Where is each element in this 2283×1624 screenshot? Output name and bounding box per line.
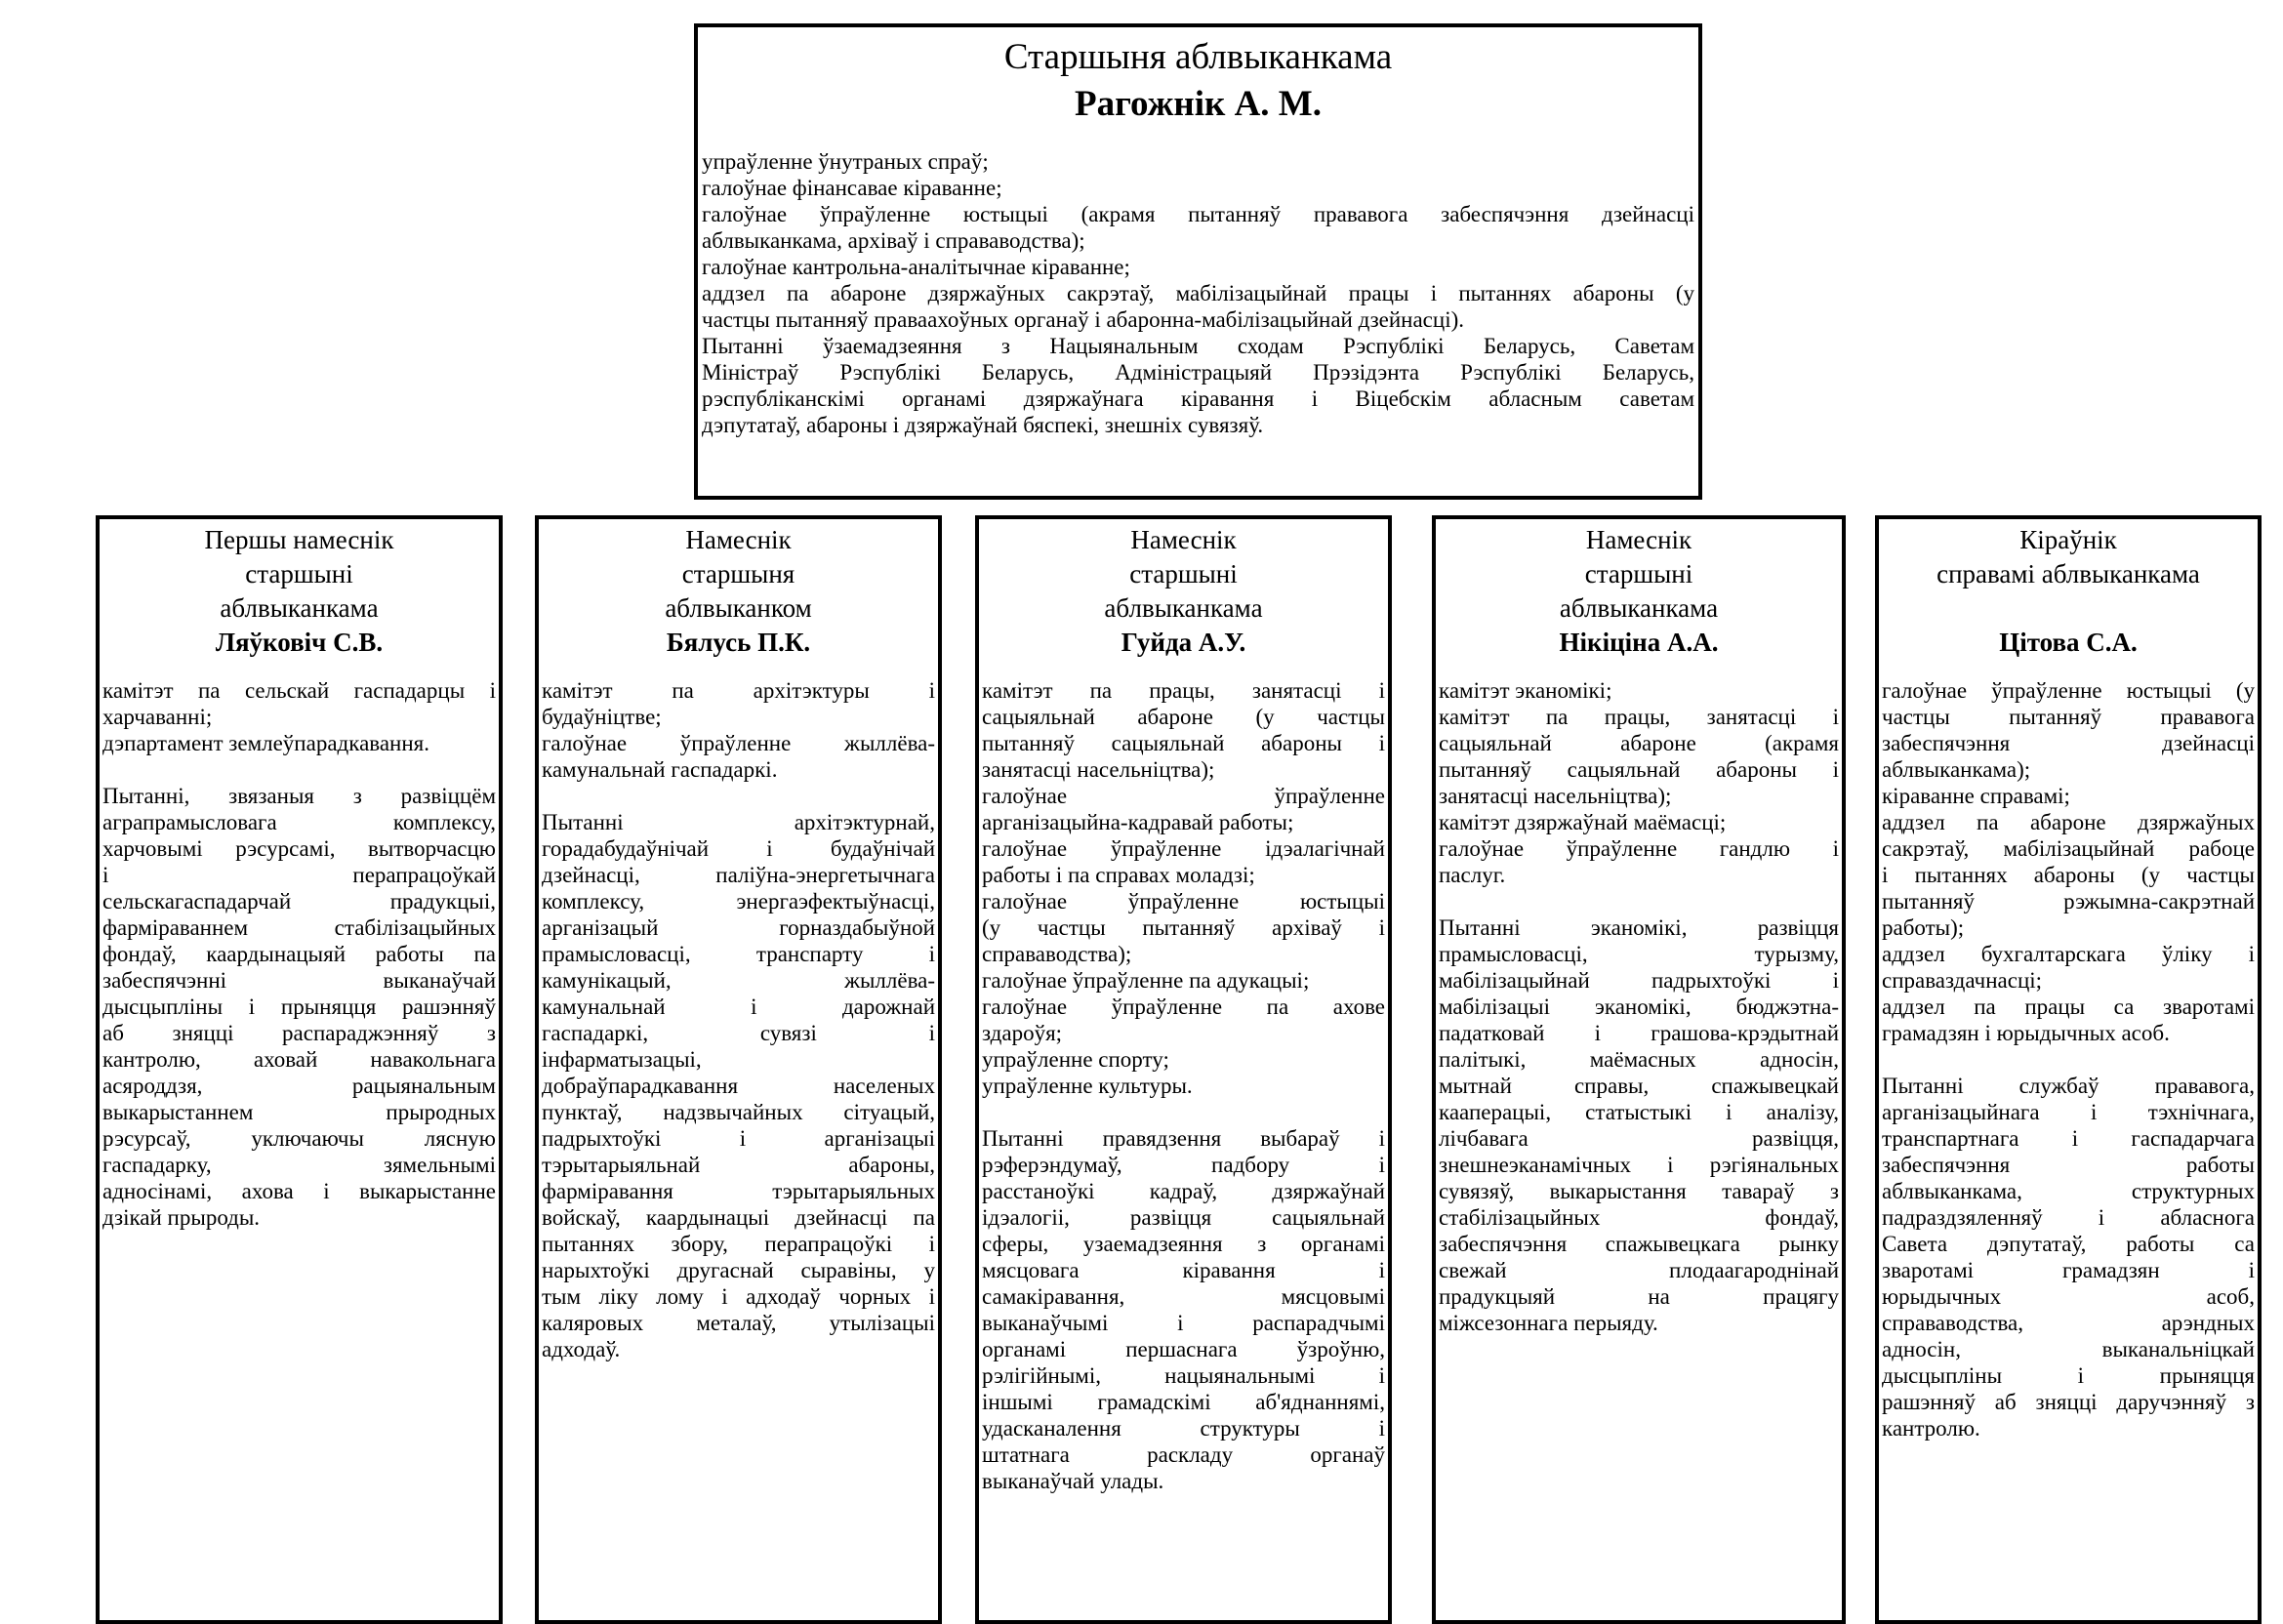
responsibility-line: Пытанні архітэктурнай,	[542, 810, 935, 834]
responsibility-line: прадукцыяй на працягу	[1439, 1284, 1839, 1309]
responsibility-line: асяроддзя, рацыянальным	[102, 1074, 496, 1098]
responsibility-line: галоўнае ўпраўленне	[982, 784, 1385, 808]
responsibility-line: фарміраваннем стабілізацыйных	[102, 915, 496, 940]
position-title-line: старшыні	[245, 559, 353, 589]
paragraph-gap	[982, 1099, 1385, 1125]
chairman-duty-line: галоўнае ўпраўленне юстыцыі (акрамя пытанняў прававога забеспячэння дзейнасці	[702, 202, 1694, 226]
responsibility-line: каляровых металаў, утылізацыі	[542, 1311, 935, 1335]
administrator-box	[1875, 515, 2262, 1624]
responsibility-line: аб зняцці распараджэнняў з	[102, 1021, 496, 1045]
position-title-line: аблвыканкама	[1559, 593, 1719, 623]
responsibility-line: галоўнае ўпраўленне па адукацыі;	[982, 968, 1310, 993]
chairman-duty-line: дэпутатаў, абароны і дзяржаўнай бяспекі, знешніх сувязяў.	[702, 413, 1264, 437]
responsibility-line: камітэт па працы, занятасці і	[982, 678, 1385, 703]
responsibility-line: добраўпарадкавання населеных	[542, 1074, 935, 1098]
responsibility-line: сельскагаспадарчай прадукцыі,	[102, 889, 496, 914]
responsibility-line: сферы, узаемадзеяння з органамі	[982, 1232, 1385, 1256]
chairman-duty-line: аддзел па абароне дзяржаўных сакрэтаў, мабілізацыйнай працы і пытаннях абароны (у	[702, 281, 1694, 305]
responsibility-line: аблвыканкама);	[1882, 757, 2031, 782]
official-name: Бялусь П.К.	[666, 628, 811, 657]
responsibility-line: дзікай прыроды.	[102, 1205, 261, 1230]
responsibility-line: упраўленне культуры.	[982, 1074, 1193, 1098]
responsibility-line: знешнеэканамічных і рэгіянальных	[1439, 1153, 1839, 1177]
responsibility-line: забеспячэння дзейнасці	[1882, 731, 2255, 755]
responsibility-line: дысцыпліны і прыняцця	[1882, 1363, 2255, 1388]
responsibility-line: арганізацыйна-кадравай работы;	[982, 810, 1294, 834]
responsibility-line: кантролю.	[1882, 1416, 1980, 1441]
position-title-line: Першы намеснік	[204, 525, 394, 554]
responsibility-line: транспартнага і гаспадарчага	[1882, 1126, 2255, 1151]
position-title-line: аблвыканкама	[1104, 593, 1263, 623]
responsibility-line: нарыхтоўкі другаснай сыравіны, у	[542, 1258, 935, 1282]
chairman-duty-line: аблвыканкама, архіваў і справаводства);	[702, 228, 1085, 253]
responsibility-line: аддзел па абароне дзяржаўных	[1882, 810, 2255, 834]
responsibility-line: работы і па справах моладзі;	[982, 863, 1255, 887]
responsibility-line: Пытанні, звязаныя з развіццём	[102, 784, 496, 808]
responsibility-line: прамысловасці, транспарту і	[542, 942, 935, 966]
deputy-box-3	[975, 515, 1392, 1624]
responsibility-line: будаўніцтве;	[542, 705, 662, 729]
chairman-title: Старшыня аблвыканкама	[1003, 37, 1393, 77]
responsibilities	[1882, 677, 2255, 1441]
responsibility-line: кааперацыі, статыстыкі і аналізу,	[1439, 1100, 1839, 1124]
responsibility-line: інфарматызацыі,	[542, 1047, 702, 1072]
responsibility-line: камунікацый, жыллёва-	[542, 968, 935, 993]
responsibility-line: і пытаннях абароны (у частцы	[1882, 863, 2255, 887]
responsibilities	[542, 677, 935, 1362]
position-heading	[542, 523, 935, 660]
responsibility-line: рэсурсаў, уключаючы лясную	[102, 1126, 496, 1151]
position-heading	[1439, 523, 1839, 660]
responsibility-line: палітыкі, маёмасных адносін,	[1439, 1047, 1839, 1072]
responsibility-line: гаспадаркі, сувязі і	[542, 1021, 935, 1045]
responsibility-line: адходаў.	[542, 1337, 621, 1361]
responsibilities	[982, 677, 1385, 1494]
position-heading	[1882, 523, 2255, 660]
deputy-box-1	[96, 515, 503, 1624]
responsibility-line: органамі першаснага ўзроўню,	[982, 1337, 1385, 1361]
responsibility-line: лічбавага развіцця,	[1439, 1126, 1839, 1151]
responsibility-line: мытнай справы, спажывецкай	[1439, 1074, 1839, 1098]
responsibility-line: арганізацыйнага і тэхнічнага,	[1882, 1100, 2255, 1124]
responsibility-line: Савета дэпутатаў, работы са	[1882, 1232, 2255, 1256]
responsibility-line: фондаў, каардынацыяй работы па	[102, 942, 496, 966]
official-name: Гуйда А.У.	[1121, 628, 1246, 657]
responsibility-line: самакіравання, мясцовымі	[982, 1284, 1385, 1309]
responsibility-line: расстаноўкі кадраў, дзяржаўнай	[982, 1179, 1385, 1203]
responsibility-line: гаспадарку, зямельнымі	[102, 1153, 496, 1177]
responsibility-line: справаздачнасці;	[1882, 968, 2043, 993]
responsibility-line: фарміравання тэрытарыяльных	[542, 1179, 935, 1203]
responsibility-line: камітэт эканомікі;	[1439, 678, 1612, 703]
responsibility-line: забеспячэння работы	[1882, 1153, 2255, 1177]
responsibility-line: сувязяў, выкарыстання тавараў з	[1439, 1179, 1839, 1203]
responsibility-line: Пытанні службаў прававога,	[1882, 1074, 2255, 1098]
official-name: Ляўковіч С.В.	[215, 628, 384, 657]
responsibility-line: комплексу, энергаэфектыўнасці,	[542, 889, 935, 914]
responsibility-line: Пытанні правядзення выбараў і	[982, 1126, 1385, 1151]
responsibility-line: адносін, выканальніцкай	[1882, 1337, 2255, 1361]
position-heading	[102, 523, 496, 660]
official-name: Нікіціна А.А.	[1559, 628, 1719, 657]
chairman-duty-line: частцы пытанняў праваахоўных органаў і абаронна-мабілізацыйнай дзейнасці).	[702, 307, 1465, 332]
responsibility-line: упраўленне спорту;	[982, 1047, 1169, 1072]
responsibility-line: зваротамі грамадзян і	[1882, 1258, 2255, 1282]
responsibility-line: адносінамі, ахова і выкарыстанне	[102, 1179, 496, 1203]
responsibility-line: юрыдычных асоб,	[1882, 1284, 2255, 1309]
chairman-duty-line: рэспубліканскімі органамі дзяржаўнага кіравання і Віцебскім абласным саветам	[702, 386, 1694, 411]
chairman-duties	[702, 148, 1694, 438]
responsibilities	[1439, 677, 1839, 1336]
responsibility-line: здароўя;	[982, 1021, 1063, 1045]
responsibility-line: і перапрацоўкай	[102, 863, 496, 887]
position-heading	[982, 523, 1385, 660]
responsibilities	[102, 677, 496, 1231]
responsibility-line: занятасці насельніцтва);	[982, 757, 1215, 782]
responsibility-line: галоўнае ўпраўленне ідэалагічнай	[982, 836, 1385, 861]
responsibility-line: харчовымі рэсурсамі, вытворчасцю	[102, 836, 496, 861]
chairman-duty-line: Пытанні ўзаемадзеяння з Нацыянальным сходам Рэспублікі Беларусь, Саветам	[702, 334, 1694, 358]
responsibility-line: удасканалення структуры і	[982, 1416, 1385, 1441]
official-name: Цітова С.А.	[1999, 628, 2138, 657]
responsibility-line: справаводства, арэндных	[1882, 1311, 2255, 1335]
responsibility-line: выканаўчай улады.	[982, 1469, 1164, 1493]
responsibility-line: галоўнае ўпраўленне юстыцыі (у	[1882, 678, 2255, 703]
responsibility-line: паслуг.	[1439, 863, 1506, 887]
position-title-line: старшыні	[1129, 559, 1238, 589]
responsibility-line: пытанняў рэжымна-сакрэтнай	[1882, 889, 2255, 914]
responsibility-line: рэферэндумаў, падбору і	[982, 1153, 1385, 1177]
responsibility-line: арганізацый горназдабыўной	[542, 915, 935, 940]
responsibility-line: занятасці насельніцтва);	[1439, 784, 1672, 808]
responsibility-line: галоўнае ўпраўленне юстыцыі	[982, 889, 1385, 914]
responsibility-line: справаводства);	[982, 942, 1132, 966]
responsibility-line: свежай плодаагароднінай	[1439, 1258, 1839, 1282]
deputy-box-4	[1432, 515, 1846, 1624]
responsibility-line: работы);	[1882, 915, 1965, 940]
responsibility-line: падрыхтоўкі і арганізацыі	[542, 1126, 935, 1151]
position-title-line: старшыні	[1584, 559, 1693, 589]
position-title-line: аблвыканком	[665, 593, 812, 623]
responsibility-line: міжсезоннага перыяду.	[1439, 1311, 1658, 1335]
paragraph-gap	[542, 783, 935, 809]
responsibility-line: (у частцы пытанняў архіваў і	[982, 915, 1385, 940]
responsibility-line: стабілізацыйных фондаў,	[1439, 1205, 1839, 1230]
responsibility-line: ідэалогіі, развіцця сацыяльнай	[982, 1205, 1385, 1230]
responsibility-line: рашэнняў аб зняцці даручэнняў з	[1882, 1390, 2255, 1414]
responsibility-line: камітэт па архітэктуры і	[542, 678, 935, 703]
responsibility-line: частцы пытанняў прававога	[1882, 705, 2255, 729]
responsibility-line: камунальнай гаспадаркі.	[542, 757, 778, 782]
responsibility-line: аграпрамысловага комплексу,	[102, 810, 496, 834]
chairman-duty-line: галоўнае фінансавае кіраванне;	[702, 176, 1002, 200]
responsibility-line: тэрытарыяльнай абароны,	[542, 1153, 935, 1177]
position-title-line: Кіраўнік	[2019, 525, 2117, 554]
responsibility-line: галоўнае ўпраўленне гандлю і	[1439, 836, 1839, 861]
responsibility-line: дэпартамент землеўпарадкавання.	[102, 731, 429, 755]
responsibility-line: іншымі грамадскімі аб'яднаннямі,	[982, 1390, 1385, 1414]
spacer	[1882, 591, 2255, 626]
responsibility-line: галоўнае ўпраўленне па ахове	[982, 995, 1385, 1019]
responsibility-line: мясцовага кіравання і	[982, 1258, 1385, 1282]
responsibility-line: тым ліку лому і адходаў чорных і	[542, 1284, 935, 1309]
responsibility-line: сакрэтаў, мабілізацыйнай рабоце	[1882, 836, 2255, 861]
chairman-duty-line: Міністраў Рэспублікі Беларусь, Адміністрацыяй Прэзідэнта Рэспублікі Беларусь,	[702, 360, 1694, 385]
responsibility-line: падраздзяленняў і абласнога	[1882, 1205, 2255, 1230]
chairman-duty-line: галоўнае кантрольна-аналітычнае кіраванне;	[702, 255, 1130, 279]
responsibility-line: камітэт дзяржаўнай маёмасці;	[1439, 810, 1727, 834]
responsibility-line: камунальнай і дарожнай	[542, 995, 935, 1019]
position-title-line: Намеснік	[1585, 525, 1692, 554]
responsibility-line: аддзел бухгалтарскага ўліку і	[1882, 942, 2255, 966]
responsibility-line: Пытанні эканомікі, развіцця	[1439, 915, 1839, 940]
responsibility-line: камітэт па сельскай гаспадарцы і	[102, 678, 496, 703]
responsibility-line: пытанняў сацыяльнай абароны і	[1439, 757, 1839, 782]
responsibility-line: кіраванне справамі;	[1882, 784, 2070, 808]
responsibility-line: камітэт па працы, занятасці і	[1439, 705, 1839, 729]
responsibility-line: харчаванні;	[102, 705, 213, 729]
position-title-line: аблвыканкама	[220, 593, 379, 623]
chairman-name: Рагожнік А. М.	[1075, 84, 1322, 124]
chairman-duty-line: упраўленне ўнутраных спраў;	[702, 149, 989, 174]
position-title-line: Намеснік	[685, 525, 792, 554]
responsibility-line: кантролю, аховай навакольнага	[102, 1047, 496, 1072]
responsibility-line: прамысловасці, турызму,	[1439, 942, 1839, 966]
responsibility-line: дысцыпліны і прыняцця рашэнняў	[102, 995, 496, 1019]
responsibility-line: штатнага раскладу органаў	[982, 1442, 1385, 1467]
responsibility-line: сацыяльнай абароне (у частцы	[982, 705, 1385, 729]
responsibility-line: пытаннях збору, перапрацоўкі і	[542, 1232, 935, 1256]
position-title-line: справамі аблвыканкама	[1936, 559, 2200, 589]
responsibility-line: падатковай і грашова-крэдытнай	[1439, 1021, 1839, 1045]
chairman-box	[694, 23, 1702, 500]
responsibility-line: забеспячэнні выканаўчай	[102, 968, 496, 993]
deputy-box-2	[535, 515, 942, 1624]
responsibility-line: войскаў, каардынацыі дзейнасці па	[542, 1205, 935, 1230]
responsibility-line: выканаўчымі і распарадчымі	[982, 1311, 1385, 1335]
responsibility-line: галоўнае ўпраўленне жыллёва-	[542, 731, 935, 755]
responsibility-line: грамадзян і юрыдычных асоб.	[1882, 1021, 2170, 1045]
responsibility-line: аблвыканкама, структурных	[1882, 1179, 2255, 1203]
responsibility-line: мабілізацыі эканомікі, бюджэтна-	[1439, 995, 1839, 1019]
position-title-line: Намеснік	[1130, 525, 1237, 554]
responsibility-line: выкарыстаннем прыродных	[102, 1100, 496, 1124]
responsibility-line: горадабудаўнічай і будаўнічай	[542, 836, 935, 861]
paragraph-gap	[1882, 1046, 2255, 1073]
paragraph-gap	[1439, 888, 1839, 914]
responsibility-line: дзейнасці, паліўна-энергетычнага	[542, 863, 935, 887]
responsibility-line: аддзел па працы са зваротамі	[1882, 995, 2255, 1019]
paragraph-gap	[102, 756, 496, 783]
responsibility-line: забеспячэння спажывецкага рынку	[1439, 1232, 1839, 1256]
position-title-line: старшыня	[681, 559, 795, 589]
responsibility-line: пытанняў сацыяльнай абароны і	[982, 731, 1385, 755]
responsibility-line: рэлігійнымі, нацыянальнымі і	[982, 1363, 1385, 1388]
responsibility-line: сацыяльнай абароне (акрамя	[1439, 731, 1839, 755]
responsibility-line: мабілізацыйнай падрыхтоўкі і	[1439, 968, 1839, 993]
responsibility-line: пунктаў, надзвычайных сітуацый,	[542, 1100, 935, 1124]
